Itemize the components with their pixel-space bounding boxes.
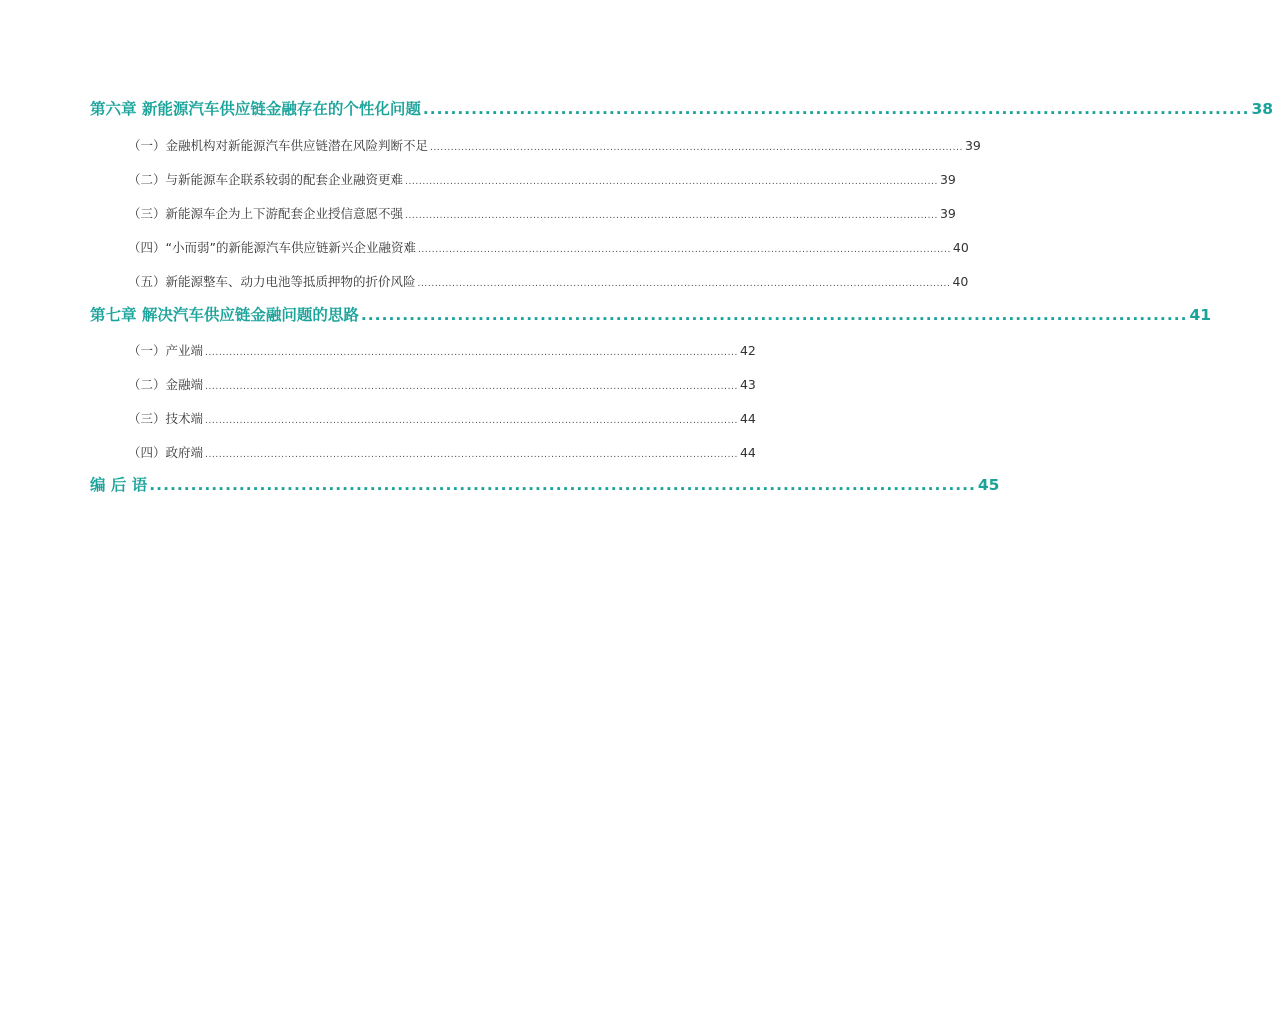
dot-leader: .......................................................................................................................................................... (205, 382, 738, 392)
toc-section-6-3[interactable] (128, 204, 956, 222)
toc-page-number: 39 (964, 138, 981, 153)
toc-page-number: 43 (739, 377, 756, 392)
dot-leader: .......................................................................................................................................................... (405, 177, 938, 187)
dot-leader: .......................................................................................................................................................... (205, 450, 738, 460)
toc-section-6-5[interactable] (128, 272, 969, 290)
dot-leader: .......................................................................................................................................................... (205, 416, 738, 426)
toc-section-7-3[interactable] (128, 409, 756, 427)
toc-section-7-1[interactable] (128, 341, 756, 359)
toc-page-number: 45 (977, 476, 1000, 494)
dot-leader: ........................................................................................................................ (422, 100, 1250, 118)
dot-leader: .......................................................................................................................................................... (405, 211, 938, 221)
toc-section-title: （一）金融机构对新能源汽车供应链潜在风险判断不足 (128, 138, 429, 153)
dot-leader: .......................................................................................................................................................... (430, 143, 963, 153)
toc-section-title: （一）产业端 (128, 343, 204, 358)
toc-afterword[interactable] (90, 473, 1000, 495)
toc-section-title: （四）“小而弱”的新能源汽车供应链新兴企业融资难 (128, 240, 416, 255)
toc-page-number: 39 (939, 206, 956, 221)
dot-leader: .......................................................................................................................................................... (205, 348, 738, 358)
toc-page-number: 40 (952, 274, 969, 289)
toc-page-number: 41 (1189, 306, 1212, 324)
toc-chapter-6[interactable] (90, 97, 1273, 119)
toc-chapter-title: 第七章 解决汽车供应链金融问题的思路 (90, 306, 359, 324)
dot-leader: .......................................................................................................................................................... (417, 279, 951, 289)
toc-page-number: 40 (952, 240, 969, 255)
dot-leader: .......................................................................................................................................................... (417, 245, 951, 255)
dot-leader: ........................................................................................................................ (360, 306, 1188, 324)
toc-section-6-2[interactable] (128, 170, 956, 188)
toc-page-number: 38 (1251, 100, 1273, 118)
toc-page-number: 44 (739, 411, 756, 426)
toc-section-title: （二）金融端 (128, 377, 204, 392)
toc-section-title: （三）技术端 (128, 411, 204, 426)
toc-section-title: （三）新能源车企为上下游配套企业授信意愿不强 (128, 206, 404, 221)
toc-chapter-title: 第六章 新能源汽车供应链金融存在的个性化问题 (90, 100, 421, 118)
dot-leader: ........................................................................................................................ (149, 476, 976, 494)
toc-page-number: 44 (739, 445, 756, 460)
toc-section-6-1[interactable] (128, 136, 981, 154)
toc-page-number: 39 (939, 172, 956, 187)
toc-section-title: （五）新能源整车、动力电池等抵质押物的折价风险 (128, 274, 416, 289)
toc-chapter-7[interactable] (90, 303, 1212, 325)
toc-section-title: （二）与新能源车企联系较弱的配套企业融资更难 (128, 172, 404, 187)
toc-chapter-title: 编 后 语 (90, 476, 148, 494)
toc-section-6-4[interactable] (128, 238, 969, 256)
toc-section-title: （四）政府端 (128, 445, 204, 460)
toc-page-number: 42 (739, 343, 756, 358)
toc-section-7-4[interactable] (128, 443, 756, 461)
toc-section-7-2[interactable] (128, 375, 756, 393)
